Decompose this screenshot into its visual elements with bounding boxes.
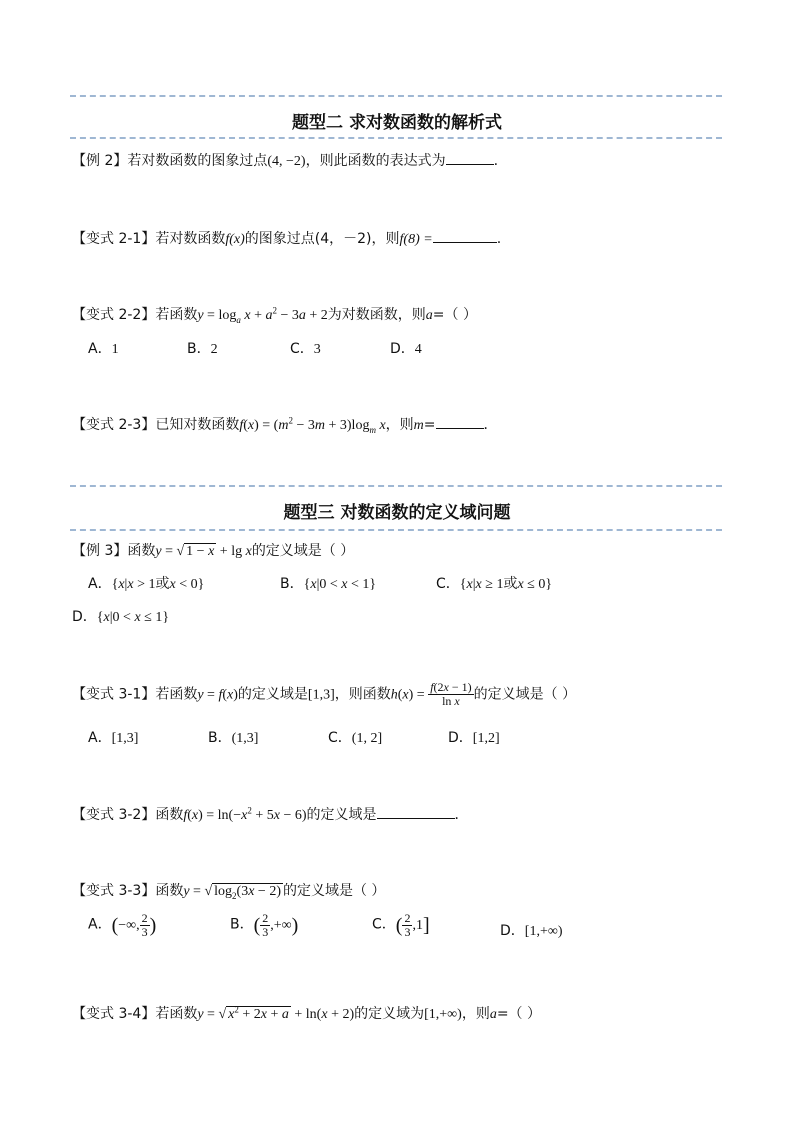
- option-b[interactable]: [280, 573, 376, 593]
- question-text: =: [423, 417, 436, 433]
- question-text: 为对数函数，则: [327, 307, 426, 323]
- question-text: 函数: [155, 883, 184, 899]
- question-text: 的定义域是: [306, 807, 377, 823]
- question-text: 的定义域为: [354, 1006, 425, 1022]
- option-value: [1,3]: [111, 731, 139, 746]
- answer-blank[interactable]: [433, 228, 497, 243]
- option-label: B．: [230, 916, 254, 933]
- period: ．: [454, 807, 469, 823]
- question-label: 【变式 3-4】: [72, 1006, 156, 1022]
- option-value: {x|x > 1或x < 0}: [111, 576, 205, 592]
- math-formula: y = √ $\log_2(3x - 2)$: [183, 884, 281, 901]
- question-text: ，则: [385, 417, 414, 433]
- option-value: {x|x ≥ 1或x ≤ 0}: [459, 576, 553, 592]
- option-value: (1,3]: [231, 731, 259, 746]
- section-divider: [70, 95, 722, 97]
- math-a: a: [425, 308, 433, 323]
- option-value: [1,2]: [472, 731, 500, 746]
- section-divider: [70, 485, 722, 487]
- math-formula: $y = \log_a x + a^2 - 3a + 2$: [197, 305, 328, 325]
- option-c[interactable]: [372, 912, 430, 939]
- option-label: D．: [390, 341, 415, 357]
- option-label: C．: [372, 916, 396, 933]
- example-2: [72, 150, 498, 170]
- option-label: C．: [290, 341, 314, 357]
- math-a: a: [489, 1007, 497, 1022]
- math-formula: y = f(x): [197, 687, 238, 703]
- question-text: 的定义域是: [237, 686, 308, 703]
- question-text: 函数: [155, 807, 184, 823]
- question-label: 【例 3】: [72, 543, 128, 559]
- variant-2-1: [72, 228, 501, 248]
- option-value: {x|0 < x ≤ 1}: [96, 610, 170, 625]
- question-text: 若对数函数的图象过点: [127, 153, 268, 169]
- option-value: 2: [210, 342, 218, 357]
- math-fraction: $\frac{f(2x - 1)}{\text{ln x}}$: [430, 680, 472, 708]
- option-label: B．: [187, 341, 211, 357]
- math-fx: f(x): [225, 232, 245, 247]
- question-label: 【变式 2-3】: [72, 417, 156, 433]
- question-text: 函数: [127, 543, 156, 559]
- question-label: 【变式 3-3】: [72, 883, 156, 899]
- math-m: m: [413, 418, 424, 433]
- option-value: ( $\frac{2}{3}$ ,1]: [395, 911, 430, 939]
- variant-2-2: [72, 304, 477, 324]
- option-label: D．: [500, 923, 525, 939]
- question-text: =（ ）: [496, 1006, 542, 1022]
- option-b[interactable]: [208, 727, 258, 747]
- variant-2-3: [72, 414, 498, 434]
- question-text: 若函数: [155, 1006, 198, 1022]
- option-a[interactable]: [88, 912, 156, 939]
- option-label: B．: [208, 730, 232, 746]
- question-text: 的定义域是（ ）: [251, 543, 355, 559]
- option-label: B．: [280, 576, 304, 592]
- option-value: {x|0 < x < 1}: [303, 577, 377, 592]
- section-title: 题型二 求对数函数的解析式: [292, 113, 502, 133]
- math-interval: [1,3]: [307, 687, 335, 703]
- question-label: 【变式 2-2】: [72, 307, 156, 323]
- option-value: (−∞, $\frac{2}{3}$ ): [111, 911, 157, 939]
- variant-3-1: [72, 681, 576, 708]
- option-value: 4: [414, 342, 422, 357]
- question-text: 的图象过点(4，－2)，则: [244, 231, 400, 247]
- option-label: D．: [448, 730, 473, 746]
- option-d[interactable]: [448, 727, 500, 747]
- question-text: 已知对数函数: [155, 417, 240, 433]
- answer-blank[interactable]: [436, 414, 484, 429]
- question-label: 【变式 3-2】: [72, 807, 156, 823]
- math-formula: $f(x) = \ln(-x^2 + 5x - 6)$: [183, 805, 307, 823]
- math-point: (4, −2): [267, 154, 306, 169]
- period: .: [493, 153, 499, 169]
- option-d[interactable]: [500, 920, 562, 940]
- section-title: 题型三 对数函数的定义域问题: [283, 503, 511, 523]
- variant-3-4: [72, 1003, 541, 1023]
- variant-3-2: [72, 804, 469, 824]
- question-text: =（ ）: [432, 307, 477, 323]
- option-label: A．: [88, 916, 112, 933]
- math-formula: y = √ $x^2 + 2x + a + \ln(x + 2)$: [197, 1004, 355, 1022]
- question-text: 若函数: [155, 686, 198, 703]
- option-a[interactable]: [88, 573, 204, 593]
- section-divider: [70, 137, 722, 139]
- option-value: (1, 2]: [351, 731, 383, 746]
- option-d[interactable]: [390, 338, 422, 358]
- option-label: A．: [88, 576, 112, 592]
- math-interval: [1,+∞): [424, 1007, 462, 1022]
- math-formula: $f(x) = (m^2 - 3m + 3)\log_m$ x: [239, 415, 386, 435]
- period: .: [496, 231, 502, 247]
- question-label: 【变式 2-1】: [72, 231, 156, 247]
- option-label: C．: [436, 576, 460, 592]
- option-label: D．: [72, 609, 97, 625]
- period: ．: [483, 417, 498, 433]
- section-divider: [70, 529, 722, 531]
- answer-blank[interactable]: [446, 150, 494, 165]
- variant-3-3: [72, 880, 385, 900]
- question-text: 若函数: [155, 307, 198, 323]
- math-f8: f(8) =: [399, 232, 433, 247]
- math-formula: h(x) =: [390, 687, 429, 703]
- question-text: 的定义域是（ ）: [473, 686, 577, 703]
- example-3: [72, 540, 354, 560]
- question-text: ，则: [461, 1006, 490, 1022]
- option-d[interactable]: [72, 606, 169, 626]
- option-label: C．: [328, 730, 352, 746]
- or-text: 或: [503, 576, 518, 592]
- option-label: A．: [88, 730, 112, 746]
- question-label: 【变式 3-1】: [72, 686, 156, 703]
- option-value: [1,+∞): [524, 924, 563, 939]
- answer-blank[interactable]: [377, 804, 455, 819]
- question-text: ，则函数: [334, 686, 391, 703]
- option-label: A．: [88, 341, 112, 357]
- question-text: ，则此函数的表达式为: [305, 153, 446, 169]
- option-c[interactable]: [328, 727, 382, 747]
- option-b[interactable]: [230, 912, 298, 939]
- or-text: 或: [155, 576, 170, 592]
- option-a[interactable]: [88, 338, 119, 358]
- option-value: ( $\frac{2}{3}$ ,+∞): [253, 911, 299, 939]
- option-value: 1: [111, 342, 119, 357]
- math-formula: y = √ 1 − x + lg x: [155, 544, 252, 559]
- option-a[interactable]: [88, 727, 138, 747]
- question-text: 的定义域是（ ）: [282, 883, 386, 899]
- option-c[interactable]: [436, 573, 552, 593]
- option-c[interactable]: [290, 338, 321, 358]
- option-b[interactable]: [187, 338, 218, 358]
- option-value: 3: [313, 342, 321, 357]
- question-label: 【例 2】: [72, 153, 128, 169]
- question-text: 若对数函数: [155, 231, 226, 247]
